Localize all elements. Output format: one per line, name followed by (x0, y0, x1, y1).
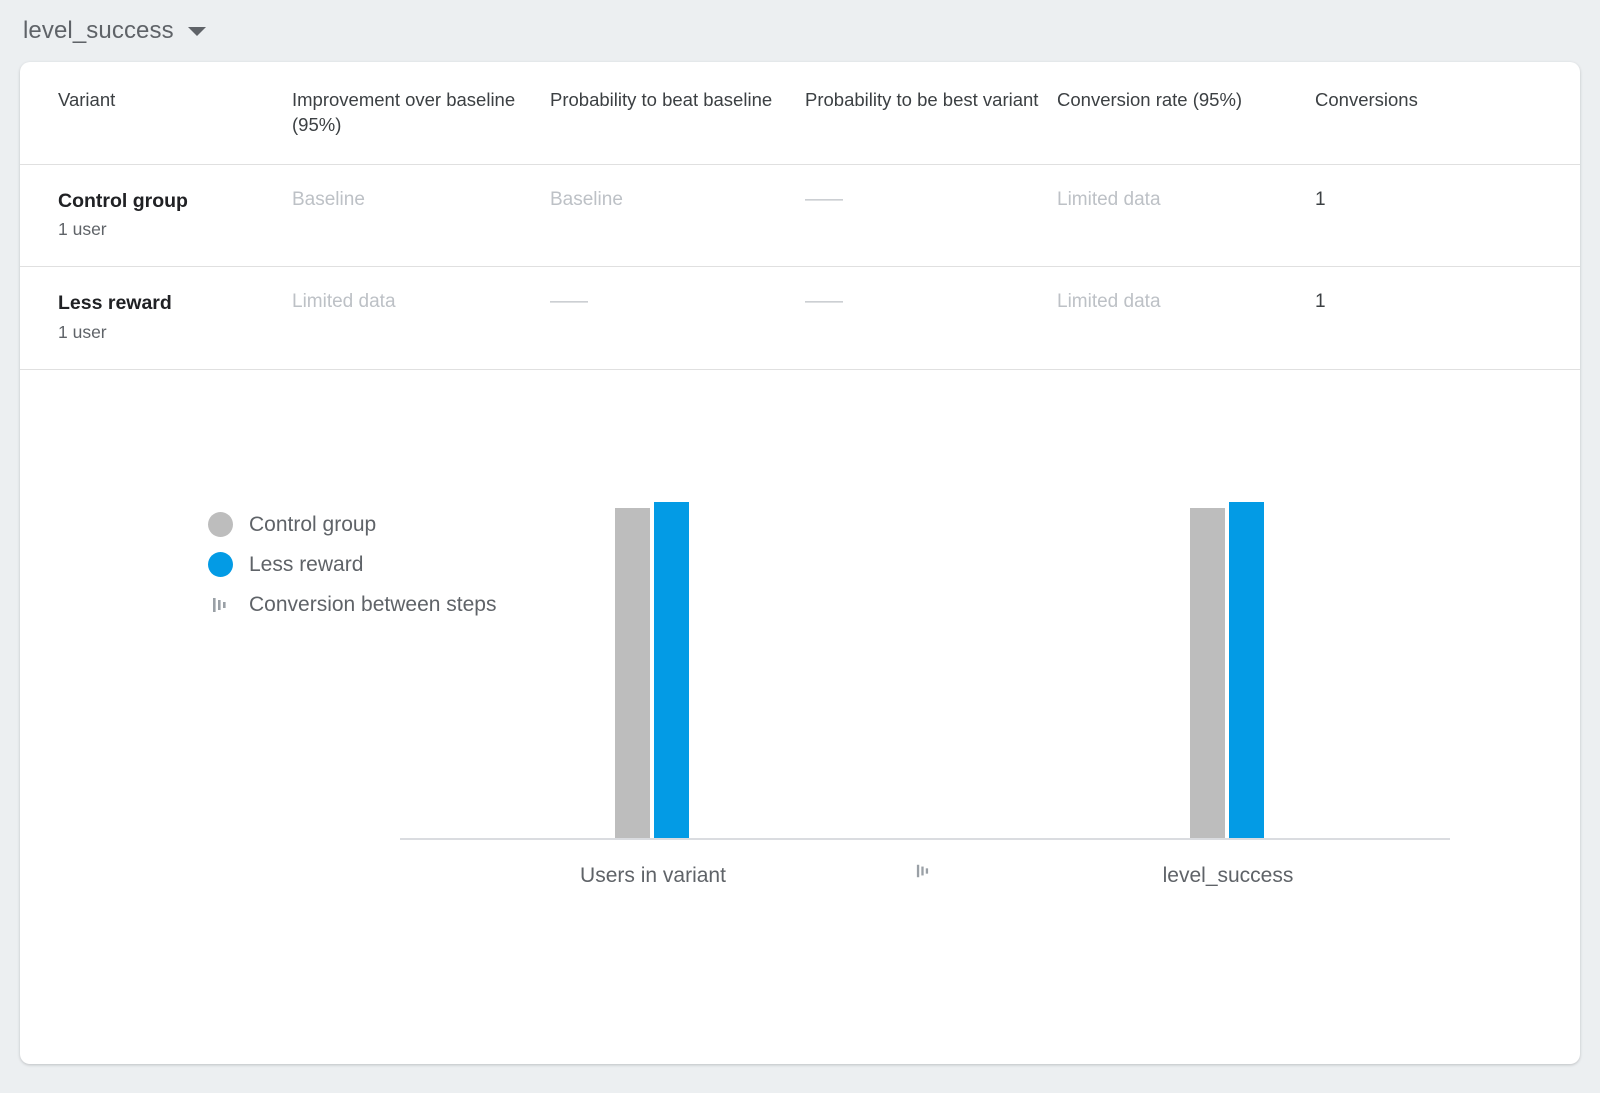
x-axis-label-level-success: level_success (1162, 863, 1294, 887)
x-axis-label-users-in-variant: Users in variant (580, 863, 726, 887)
cell-conversions: 1 (1315, 164, 1580, 266)
table-row[interactable] (20, 164, 1580, 266)
variant-users: 1 user (58, 219, 107, 240)
chart-x-axis (400, 838, 1450, 840)
column-header-conversions: Conversions (1315, 62, 1580, 164)
cell-variant (20, 164, 292, 266)
variant-name: Control group (58, 189, 188, 212)
cell-probability-best-variant: —— (805, 164, 1057, 266)
results-card (20, 62, 1580, 1064)
table-body (20, 164, 1580, 369)
cell-conversion-rate: Limited data (1057, 267, 1315, 369)
cell-variant (20, 267, 292, 369)
metric-selector-row (20, 0, 1580, 62)
cell-probability-beat-baseline: Baseline (550, 164, 805, 266)
cell-conversion-rate: Limited data (1057, 164, 1315, 266)
conversion-between-steps-icon (208, 592, 233, 617)
bar-control-group[interactable] (1190, 508, 1225, 838)
chevron-down-icon[interactable] (188, 27, 206, 36)
column-header-probability-best-variant: Probability to be best variant (805, 62, 1057, 164)
conversion-between-steps-icon (915, 863, 933, 884)
bar-control-group[interactable] (615, 508, 650, 838)
table-header-row (20, 62, 1580, 164)
metric-selector-label: level_success (23, 17, 174, 44)
variant-name: Less reward (58, 292, 172, 315)
table-row[interactable] (20, 267, 1580, 369)
cell-improvement: Limited data (292, 267, 550, 369)
legend-marker-circle-icon (208, 552, 233, 577)
metric-selector[interactable] (23, 17, 206, 45)
cell-improvement: Baseline (292, 164, 550, 266)
column-header-conversion-rate: Conversion rate (95%) (1057, 62, 1315, 164)
cell-probability-best-variant: —— (805, 267, 1057, 369)
column-header-probability-beat-baseline: Probability to beat baseline (550, 62, 805, 164)
column-header-variant: Variant (20, 62, 292, 164)
cell-conversions: 1 (1315, 267, 1580, 369)
legend-label: Conversion between steps (249, 592, 497, 616)
legend-marker-circle-icon (208, 512, 233, 537)
legend-label: Less reward (249, 552, 364, 576)
bar-less-reward[interactable] (1229, 502, 1264, 838)
legend-label: Control group (249, 512, 377, 536)
cell-probability-beat-baseline: —— (550, 267, 805, 369)
variant-users: 1 user (58, 321, 107, 342)
variants-table (20, 62, 1580, 370)
chart-plot-area (400, 370, 1450, 930)
bar-less-reward[interactable] (654, 502, 689, 838)
bar-group-users-in-variant (615, 502, 689, 838)
table-header (20, 62, 1580, 164)
bar-group-level-success (1190, 502, 1264, 838)
variants-chart (20, 370, 1580, 998)
column-header-improvement: Improvement over baseline (95%) (292, 62, 550, 164)
